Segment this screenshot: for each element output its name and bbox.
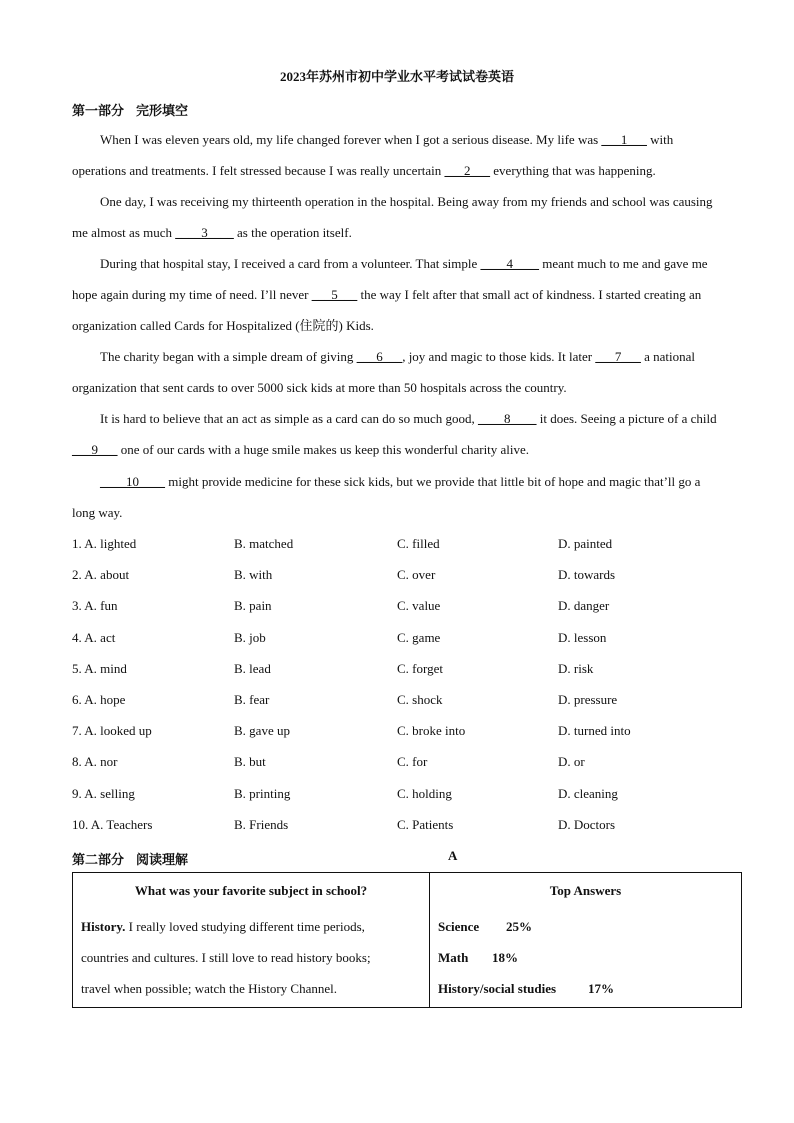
answer-option: C. holding (397, 785, 452, 801)
blank: ___1___ (601, 132, 647, 147)
answer-option: B. printing (234, 785, 291, 801)
story-subject: History. (81, 919, 126, 934)
answer-option: C. Patients (397, 816, 454, 832)
answer-option: D. or (558, 754, 585, 770)
passage-text: everything that was happening. (490, 163, 656, 178)
passage-text: When I was eleven years old, my life changed forever when I got a serious disease. My life was (100, 132, 602, 147)
answer-row: History/social studies (438, 981, 557, 996)
answer-option: D. risk (558, 660, 594, 676)
part1-heading (72, 100, 188, 119)
blank: ____10____ (100, 474, 165, 489)
passage-text: meant much to me and gave me hope again during my time of need. I’ll never (72, 256, 708, 302)
answer-option: D. turned into (558, 723, 631, 739)
answer-option: B. matched (234, 536, 294, 551)
answer-option: 5. A. mind (72, 660, 127, 676)
answer-option: B. job (234, 629, 266, 645)
answer-option: B. Friends (234, 816, 289, 832)
option-row (72, 692, 732, 712)
part1-label: 第一部分 (72, 104, 125, 119)
answer-option: 3. A. fun (72, 598, 118, 614)
answer-option: D. Doctors (558, 816, 616, 832)
passage-text: one of our cards with a huge smile makes us keep this wonderful charity alive. (117, 442, 530, 457)
passage-text: The charity began with a simple dream of giving (100, 349, 357, 364)
story-line-3: travel when possible; watch the History Channel. (81, 981, 337, 996)
answer-option: C. over (397, 567, 436, 583)
answer-option: 6. A. hope (72, 692, 126, 707)
answer-option: B. but (234, 754, 266, 770)
option-row (72, 817, 732, 837)
survey-table (72, 872, 742, 1008)
answer-percent: 17% (588, 981, 614, 996)
top-answers-cell (430, 873, 742, 1008)
blank: ____3____ (175, 225, 234, 240)
answer-option: B. with (234, 567, 273, 583)
blank: ___7___ (595, 349, 641, 364)
answer-option: D. lesson (558, 629, 607, 645)
option-row (72, 536, 732, 556)
passage-text: with operations and treatments. I felt stressed because I was really uncertain (72, 132, 674, 178)
answer-option: B. fear (234, 692, 270, 707)
option-row (72, 786, 732, 806)
survey-question-cell (73, 873, 430, 1008)
answer-percent: 18% (492, 950, 518, 965)
answer-option: D. painted (558, 536, 613, 551)
answer-option: B. lead (234, 660, 271, 676)
option-row (72, 661, 732, 681)
passage-text: One day, I was receiving my thirteenth operation in the hospital. Being away from my friends and school was causing me almost as much (72, 194, 713, 240)
answer-option: 1. A. lighted (72, 536, 137, 551)
blank: ____4____ (480, 256, 539, 271)
answer-option: D. cleaning (558, 785, 618, 801)
passage-paragraph-6 (72, 466, 724, 528)
passage-text: , joy and magic to those kids. It later (402, 349, 596, 364)
answer-option: C. game (397, 629, 441, 645)
passage-text: it does. Seeing a picture of a child (536, 411, 717, 426)
blank: ___2___ (444, 163, 491, 178)
option-row (72, 598, 732, 618)
answer-option: 9. A. selling (72, 785, 135, 801)
top-answers-title: Top Answers (549, 883, 622, 898)
passage-text: a national organization that sent cards to over 5000 sick kids at more than 50 hospitals across the country. (72, 349, 695, 395)
passage-paragraph-2 (72, 186, 724, 248)
passage-text: might provide medicine for these sick kids, but we provide that little bit of hope and magic that’ll go a long way. (72, 474, 701, 520)
story-line-1: History. I really loved studying different time periods, (81, 919, 365, 934)
survey-question: What was your favorite subject in school? (134, 883, 368, 898)
blank: ___9___ (72, 442, 118, 457)
answer-option: C. broke into (397, 723, 466, 739)
answer-option: C. shock (397, 692, 443, 707)
answer-row: Science (438, 919, 480, 934)
answer-option: 4. A. act (72, 629, 116, 645)
exam-title: 2023年苏州市初中学业水平考试试卷英语 (279, 69, 514, 84)
blank: ___5___ (311, 287, 358, 302)
blank: ____8____ (477, 411, 537, 426)
part2-heading (72, 849, 188, 868)
story-line-2: countries and cultures. I still love to read history books; (81, 950, 371, 965)
answer-option: C. value (397, 598, 441, 614)
passage-paragraph-1 (72, 124, 724, 186)
answer-option: B. gave up (234, 723, 290, 739)
part1-name: 完形填空 (136, 104, 189, 119)
answer-option: D. danger (558, 598, 610, 614)
answer-option: D. pressure (558, 692, 618, 707)
passage-text: the way I felt after that small act of kindness. I started creating an organization called Cards for Hospitalized (住院的) Kids. (72, 287, 702, 333)
option-row (72, 754, 732, 774)
answer-option: C. forget (397, 660, 443, 676)
answer-row: Math (438, 950, 469, 965)
answer-option: C. filled (397, 536, 440, 551)
part2-label: 第二部分 (72, 853, 125, 868)
option-row (72, 567, 732, 587)
part2-name: 阅读理解 (136, 853, 189, 868)
passage-text: It is hard to believe that an act as simple as a card can do so much good, (100, 411, 478, 426)
passage-text: as the operation itself. (233, 225, 352, 240)
answer-option: B. pain (234, 598, 272, 614)
answer-option: 8. A. nor (72, 754, 118, 770)
answer-option: 7. A. looked up (72, 723, 152, 739)
passage-letter: A (448, 848, 458, 863)
answer-option: C. for (397, 754, 428, 770)
passage-paragraph-3 (72, 248, 724, 341)
answer-percent: 25% (506, 919, 532, 934)
option-row (72, 723, 732, 743)
passage-text: During that hospital stay, I received a card from a volunteer. That simple (100, 256, 481, 271)
answer-option: 10. A. Teachers (72, 816, 153, 832)
option-row (72, 630, 732, 650)
passage-paragraph-4 (72, 341, 724, 403)
answer-option: D. towards (558, 567, 616, 583)
blank: ___6___ (356, 349, 403, 364)
answer-option: 2. A. about (72, 567, 130, 583)
passage-paragraph-5 (72, 403, 724, 465)
